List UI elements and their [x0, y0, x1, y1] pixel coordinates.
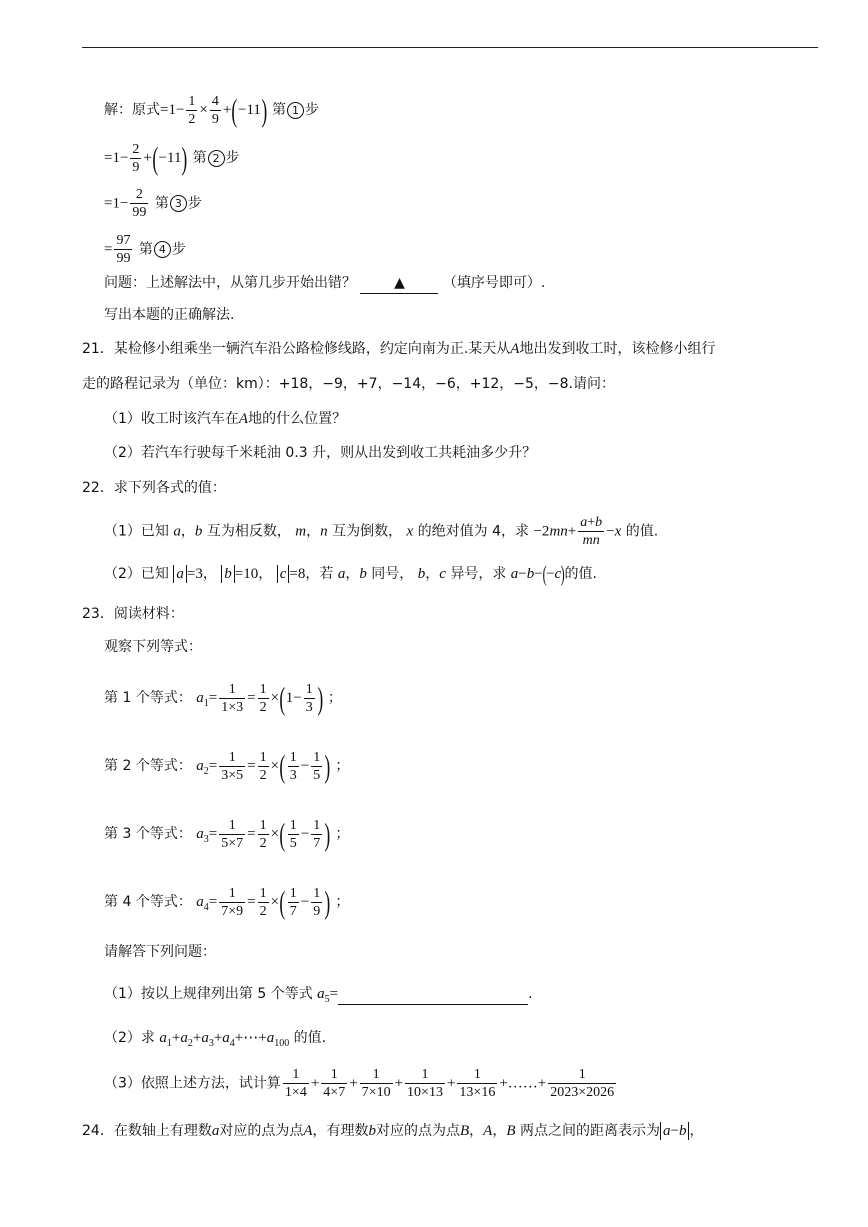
triangle-mark-icon: ▲ [394, 275, 405, 291]
q21-sub-2: （2）若汽车行驶每千米耗油 0.3 升，则从出发到收工共耗油多少升？ [104, 445, 537, 461]
question-number: 23． [82, 606, 114, 622]
q21-line-1: 21．某检修小组乘坐一辆汽车沿公路检修线路，约定向南为正.某天从A地出发到收工时，该检修小组行 [82, 341, 716, 357]
q23-title: 23．阅读材料： [82, 606, 184, 622]
solution-step-3: =1− $\frac{2}{99}$ 第 3 步 [104, 187, 202, 220]
q23-equation-2: 第 2 个等式： $a_2=$ $\frac{1}{3\times 5}$ = $\frac{1}{2}$ ×( $\frac{1}{3}$ − $\frac{1}{5}$ ) ； [104, 748, 350, 784]
solution-step-4: = $\frac{97}{99}$ 第 4 步 [104, 233, 186, 266]
q23-sub-2: （2）求 $a_1+a_2+a_3+a_4+\cdots+a_{100}$ 的值. [104, 1030, 327, 1049]
solution-step-1: 解：原式=1− $\frac{1}{2}$ × $\frac{4}{9}$ +(−11) 第 1 步 [104, 92, 320, 128]
fraction: $\frac{4}{9}$ [211, 93, 219, 127]
q21-sub-1: （1）收工时该汽车在A地的什么位置？ [104, 411, 347, 427]
solution-write-correct: 写出本题的正确解法. [104, 307, 235, 323]
q23-prompt: 请解答下列问题： [104, 944, 216, 960]
step-number-circle: 2 [208, 150, 225, 167]
q23-sub-1: （1）按以上规律列出第 5 个等式 $a_5=$ . [104, 986, 533, 1005]
fraction: $\frac{a+b}{mn}$ [580, 515, 603, 548]
q23-equation-4: 第 4 个等式： $a_4=$ $\frac{1}{7\times 9}$ = $\frac{1}{2}$ ×( $\frac{1}{7}$ − $\frac{1}{9}$ ) ； [104, 884, 350, 920]
solution-question: 问题：上述解法中，从第几步开始出错？ ▲ （填序号即可）. [104, 273, 545, 294]
solution-step-2: =1− $\frac{2}{9}$ +(−11) 第 2 步 [104, 140, 240, 176]
fraction: $\frac{1}{2}$ [188, 93, 196, 127]
answer-blank[interactable] [338, 984, 528, 1005]
q22-sub-1: （1）已知 a，b 互为相反数， m，n 互为倒数， x 的绝对值为 4，求 −2mn+ $\frac{a+b}{mn}$ −x 的值. [104, 515, 659, 548]
question-number: 24． [82, 1123, 114, 1139]
solution-label: 解：原式 [104, 102, 160, 118]
q22-title: 22．求下列各式的值： [82, 480, 226, 496]
question-number: 22． [82, 480, 114, 496]
step-number-circle: 3 [170, 195, 187, 212]
step-number-circle: 4 [154, 241, 171, 258]
q24-line-1: 24．在数轴上有理数a对应的点为点A，有理数b对应的点为点B，A，B 两点之间的距离表示为 a−b ， [82, 1123, 704, 1139]
q23-observe: 观察下列等式： [104, 639, 202, 655]
header-rule [82, 47, 818, 48]
q23-equation-1: 第 1 个等式： $a_1=$ $\frac{1}{1\times 3}$ = $\frac{1}{2}$ ×(1− $\frac{1}{3}$ ) ； [104, 680, 342, 716]
answer-blank[interactable] [360, 273, 438, 294]
q21-line-2: 走的路程记录为（单位：km）：+18，−9，+7，−14，−6，+12，−5，−8.请问： [82, 376, 616, 392]
q23-equation-3: 第 3 个等式： $a_3=$ $\frac{1}{5\times 7}$ = $\frac{1}{2}$ ×( $\frac{1}{5}$ − $\frac{1}{7}$ ) ； [104, 816, 350, 852]
fraction: $\frac{97}{99}$ [116, 233, 131, 266]
step-number-circle: 1 [287, 102, 304, 119]
fraction: $\frac{2}{99}$ [132, 187, 147, 220]
question-number: 21． [82, 341, 114, 357]
q22-sub-2: （2）已知 a =3， b =10， c =8，若 a，b 同号， b，c 异号，求 a−b−(−c)的值. [104, 561, 597, 586]
fraction: $\frac{2}{9}$ [132, 141, 140, 175]
q23-sub-3: （3）依照上述方法，试计算 $\frac{1}{1\times 4}$ + $\frac{1}{4\times 7}$ + $\frac{1}{7\times 10}$ + $\frac{1}{10\times 13}$ + $\frac{1}{13\times 16}$ +……+ $\frac{1}{2023\times 2026}$ [104, 1067, 615, 1100]
